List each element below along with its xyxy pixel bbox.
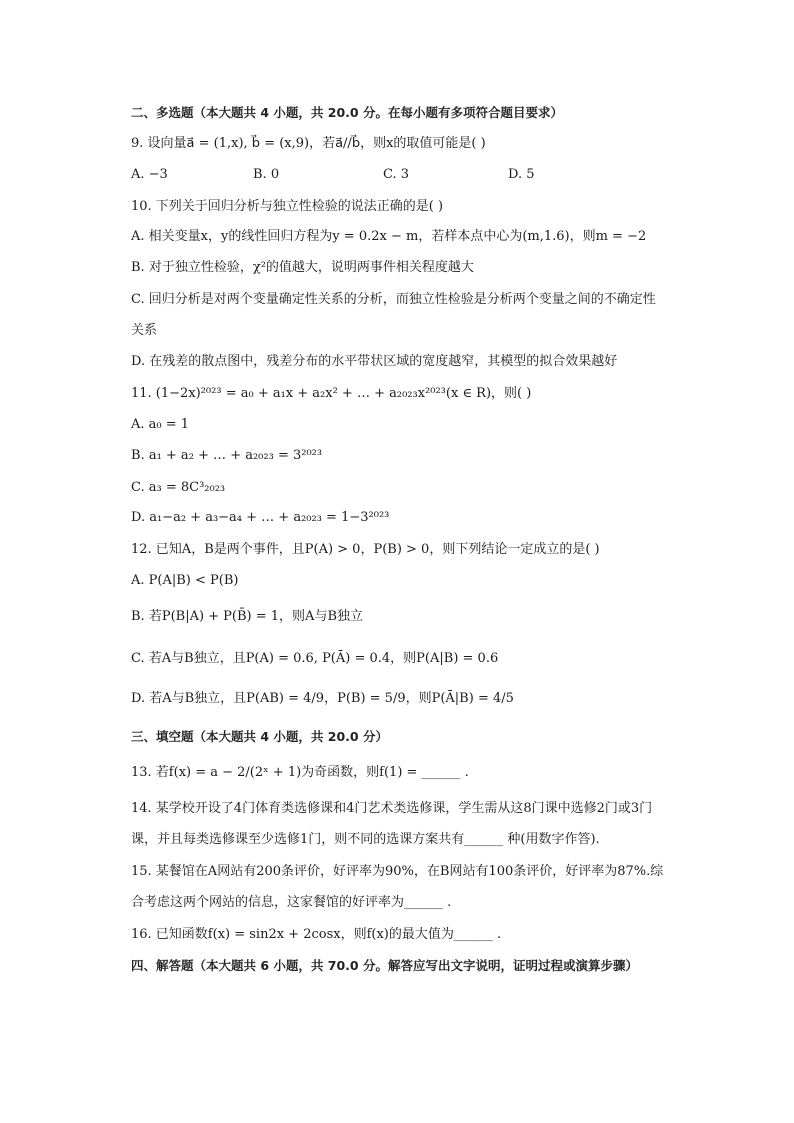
question-9-option-d: D. 5 bbox=[508, 167, 535, 182]
question-9-stem: 9. 设向量a⃗ = (1,x), b⃗ = (x,9)，若a⃗//b⃗，则x的取值可能是( ) bbox=[131, 136, 486, 151]
section-multiple-choice-heading: 二、多选题（本大题共 4 小题，共 20.0 分。在每小题有多项符合题目要求） bbox=[131, 105, 563, 120]
question-9-options bbox=[131, 166, 701, 184]
question-11-option-b: B. a₁ + a₂ + … + a₂₀₂₃ = 3²⁰²³ bbox=[131, 448, 323, 463]
section-fill-in-heading: 三、填空题（本大题共 4 小题，共 20.0 分） bbox=[131, 729, 388, 744]
question-14-line-1: 14. 某学校开设了4门体育类选修课和4门艺术类选修课，学生需从这8门课中选修2门或3门 bbox=[131, 801, 653, 816]
section-answer-heading: 四、解答题（本大题共 6 小题，共 70.0 分。解答应写出文字说明，证明过程或演算步骤） bbox=[131, 958, 638, 973]
question-10-option-b: B. 对于独立性检验，χ²的值越大，说明两事件相关程度越大 bbox=[131, 260, 474, 275]
question-12-option-b: B. 若P(B|A) + P(B̄) = 1，则A与B独立 bbox=[131, 609, 364, 624]
question-11-stem: 11. (1−2x)²⁰²³ = a₀ + a₁x + a₂x² + … + a₂₀₂₃x²⁰²³(x ∈ R)，则( ) bbox=[131, 386, 532, 401]
question-15-line-1: 15. 某餐馆在A网站有200条评价，好评率为90%，在B网站有100条评价，好评率为87%.综 bbox=[131, 864, 664, 879]
question-10-option-a: A. 相关变量x，y的线性回归方程为y = 0.2x − m，若样本点中心为(m,1.6)，则m = −2 bbox=[131, 229, 647, 244]
question-10-option-d: D. 在残差的散点图中，残差分布的水平带状区域的宽度越窄，其模型的拟合效果越好 bbox=[131, 354, 618, 369]
question-9-option-c: C. 3 bbox=[383, 167, 410, 182]
question-15-line-2: 合考虑这两个网站的信息，这家餐馆的好评率为______ . bbox=[131, 895, 452, 910]
question-14-line-2: 课，并且每类选修课至少选修1门，则不同的选课方案共有______ 种(用数字作答). bbox=[131, 832, 600, 847]
question-10-option-c-continued: 关系 bbox=[131, 323, 158, 338]
question-12-option-d: D. 若A与B独立，且P(AB) = 4/9，P(B) = 5/9，则P(Ā|B) = 4/5 bbox=[131, 691, 514, 706]
question-12-option-a: A. P(A|B) < P(B) bbox=[131, 573, 239, 588]
question-16: 16. 已知函数f(x) = sin2x + 2cosx，则f(x)的最大值为______ . bbox=[131, 927, 502, 942]
question-11-option-c: C. a₃ = 8C³₂₀₂₃ bbox=[131, 480, 226, 495]
question-11-option-d: D. a₁−a₂ + a₃−a₄ + … + a₂₀₂₃ = 1−3²⁰²³ bbox=[131, 510, 390, 525]
question-12-stem: 12. 已知A，B是两个事件，且P(A) > 0，P(B) > 0，则下列结论一定成立的是( ) bbox=[131, 542, 600, 557]
question-10-option-c: C. 回归分析是对两个变量确定性关系的分析，而独立性检验是分析两个变量之间的不确定性 bbox=[131, 292, 656, 307]
question-12-option-c: C. 若A与B独立，且P(A) = 0.6, P(Ā) = 0.4，则P(A|B) = 0.6 bbox=[131, 651, 499, 666]
question-9-option-a: A. −3 bbox=[131, 167, 168, 182]
question-9-option-b: B. 0 bbox=[253, 167, 280, 182]
question-11-option-a: A. a₀ = 1 bbox=[131, 417, 190, 432]
question-13: 13. 若f(x) = a − 2/(2ˣ + 1)为奇函数，则f(1) = ______ . bbox=[131, 765, 469, 780]
question-10-stem: 10. 下列关于回归分析与独立性检验的说法正确的是( ) bbox=[131, 199, 444, 214]
